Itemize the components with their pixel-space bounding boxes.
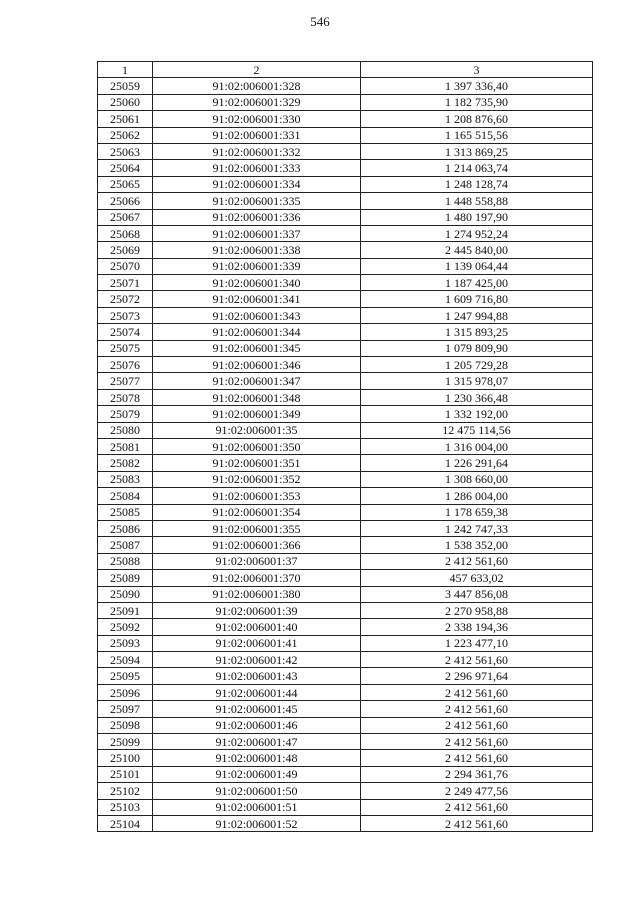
- table-row: [98, 471, 593, 487]
- table-row: [98, 815, 593, 831]
- value-cell: 2 412 561,60: [361, 750, 593, 766]
- cadastral-number-cell: 91:02:006001:45: [153, 701, 361, 717]
- row-number-cell: 25080: [98, 422, 153, 438]
- row-number-cell: 25097: [98, 701, 153, 717]
- value-cell: 2 338 194,36: [361, 619, 593, 635]
- value-cell: 2 412 561,60: [361, 684, 593, 700]
- table-row: [98, 570, 593, 586]
- value-cell: 1 332 192,00: [361, 406, 593, 422]
- cadastral-number-cell: 91:02:006001:336: [153, 209, 361, 225]
- value-cell: 1 286 004,00: [361, 488, 593, 504]
- value-cell: 1 182 735,90: [361, 94, 593, 110]
- cadastral-number-cell: 91:02:006001:46: [153, 717, 361, 733]
- cadastral-number-cell: 91:02:006001:50: [153, 783, 361, 799]
- table-row: [98, 537, 593, 553]
- cadastral-number-cell: 91:02:006001:366: [153, 537, 361, 553]
- value-cell: 2 412 561,60: [361, 701, 593, 717]
- value-cell: 1 397 336,40: [361, 78, 593, 94]
- cadastral-number-cell: 91:02:006001:380: [153, 586, 361, 602]
- row-number-cell: 25075: [98, 340, 153, 356]
- column-header-2: 2: [153, 62, 361, 78]
- cadastral-number-cell: 91:02:006001:329: [153, 94, 361, 110]
- row-number-cell: 25086: [98, 520, 153, 536]
- table-row: [98, 586, 593, 602]
- table-row: [98, 422, 593, 438]
- table-row: [98, 225, 593, 241]
- table-row: [98, 373, 593, 389]
- row-number-cell: 25096: [98, 684, 153, 700]
- column-header-1: 1: [98, 62, 153, 78]
- value-cell: 2 294 361,76: [361, 766, 593, 782]
- cadastral-number-cell: 91:02:006001:330: [153, 111, 361, 127]
- column-header-3: 3: [361, 62, 593, 78]
- value-cell: 2 249 477,56: [361, 783, 593, 799]
- row-number-cell: 25076: [98, 357, 153, 373]
- row-number-cell: 25059: [98, 78, 153, 94]
- cadastral-number-cell: 91:02:006001:352: [153, 471, 361, 487]
- value-cell: 2 270 958,88: [361, 602, 593, 618]
- cadastral-number-cell: 91:02:006001:39: [153, 602, 361, 618]
- cadastral-number-cell: 91:02:006001:347: [153, 373, 361, 389]
- cadastral-number-cell: 91:02:006001:328: [153, 78, 361, 94]
- value-cell: 1 079 809,90: [361, 340, 593, 356]
- table-row: [98, 258, 593, 274]
- value-cell: 1 274 952,24: [361, 225, 593, 241]
- row-number-cell: 25072: [98, 291, 153, 307]
- value-cell: 1 226 291,64: [361, 455, 593, 471]
- table-row: [98, 520, 593, 536]
- cadastral-number-cell: 91:02:006001:47: [153, 734, 361, 750]
- value-cell: 1 205 729,28: [361, 357, 593, 373]
- value-cell: 1 480 197,90: [361, 209, 593, 225]
- value-cell: 1 609 716,80: [361, 291, 593, 307]
- row-number-cell: 25082: [98, 455, 153, 471]
- table-row: [98, 701, 593, 717]
- table-row: [98, 160, 593, 176]
- value-cell: 1 214 063,74: [361, 160, 593, 176]
- table-row: [98, 668, 593, 684]
- cadastral-number-cell: 91:02:006001:338: [153, 242, 361, 258]
- table-body: [98, 78, 593, 832]
- table-row: [98, 291, 593, 307]
- table-row: [98, 111, 593, 127]
- cadastral-number-cell: 91:02:006001:349: [153, 406, 361, 422]
- value-cell: 1 178 659,38: [361, 504, 593, 520]
- cadastral-number-cell: 91:02:006001:354: [153, 504, 361, 520]
- value-cell: 2 412 561,60: [361, 553, 593, 569]
- cadastral-number-cell: 91:02:006001:334: [153, 176, 361, 192]
- table-row: [98, 717, 593, 733]
- value-cell: 1 538 352,00: [361, 537, 593, 553]
- value-cell: 1 308 660,00: [361, 471, 593, 487]
- cadastral-number-cell: 91:02:006001:331: [153, 127, 361, 143]
- cadastral-number-cell: 91:02:006001:35: [153, 422, 361, 438]
- value-cell: 2 412 561,60: [361, 652, 593, 668]
- row-number-cell: 25081: [98, 438, 153, 454]
- cadastral-number-cell: 91:02:006001:48: [153, 750, 361, 766]
- row-number-cell: 25079: [98, 406, 153, 422]
- row-number-cell: 25070: [98, 258, 153, 274]
- row-number-cell: 25091: [98, 602, 153, 618]
- cadastral-number-cell: 91:02:006001:41: [153, 635, 361, 651]
- value-cell: 2 412 561,60: [361, 815, 593, 831]
- table-row: [98, 389, 593, 405]
- value-cell: 2 412 561,60: [361, 717, 593, 733]
- value-cell: 1 230 366,48: [361, 389, 593, 405]
- value-cell: 1 248 128,74: [361, 176, 593, 192]
- cadastral-value-table: [97, 61, 593, 832]
- cadastral-number-cell: 91:02:006001:355: [153, 520, 361, 536]
- table-row: [98, 193, 593, 209]
- table-row: [98, 652, 593, 668]
- cadastral-number-cell: 91:02:006001:341: [153, 291, 361, 307]
- value-cell: 1 448 558,88: [361, 193, 593, 209]
- row-number-cell: 25098: [98, 717, 153, 733]
- table-row: [98, 127, 593, 143]
- row-number-cell: 25101: [98, 766, 153, 782]
- row-number-cell: 25077: [98, 373, 153, 389]
- value-cell: 1 242 747,33: [361, 520, 593, 536]
- row-number-cell: 25069: [98, 242, 153, 258]
- value-cell: 2 412 561,60: [361, 799, 593, 815]
- value-cell: 1 247 994,88: [361, 307, 593, 323]
- table-row: [98, 340, 593, 356]
- value-cell: 1 139 064,44: [361, 258, 593, 274]
- cadastral-number-cell: 91:02:006001:40: [153, 619, 361, 635]
- value-cell: 1 223 477,10: [361, 635, 593, 651]
- row-number-cell: 25103: [98, 799, 153, 815]
- cadastral-number-cell: 91:02:006001:370: [153, 570, 361, 586]
- row-number-cell: 25084: [98, 488, 153, 504]
- value-cell: 12 475 114,56: [361, 422, 593, 438]
- value-cell: 1 187 425,00: [361, 275, 593, 291]
- cadastral-number-cell: 91:02:006001:351: [153, 455, 361, 471]
- row-number-cell: 25095: [98, 668, 153, 684]
- table-row: [98, 143, 593, 159]
- table-row: [98, 488, 593, 504]
- cadastral-number-cell: 91:02:006001:337: [153, 225, 361, 241]
- row-number-cell: 25065: [98, 176, 153, 192]
- table-header-row: [98, 62, 593, 78]
- row-number-cell: 25088: [98, 553, 153, 569]
- table-row: [98, 766, 593, 782]
- table-row: [98, 357, 593, 373]
- table-row: [98, 275, 593, 291]
- row-number-cell: 25090: [98, 586, 153, 602]
- cadastral-number-cell: 91:02:006001:51: [153, 799, 361, 815]
- table-row: [98, 78, 593, 94]
- row-number-cell: 25085: [98, 504, 153, 520]
- value-cell: 3 447 856,08: [361, 586, 593, 602]
- table-row: [98, 438, 593, 454]
- cadastral-number-cell: 91:02:006001:348: [153, 389, 361, 405]
- row-number-cell: 25093: [98, 635, 153, 651]
- cadastral-number-cell: 91:02:006001:345: [153, 340, 361, 356]
- value-cell: 1 316 004,00: [361, 438, 593, 454]
- row-number-cell: 25100: [98, 750, 153, 766]
- row-number-cell: 25083: [98, 471, 153, 487]
- table-row: [98, 799, 593, 815]
- value-cell: 1 315 978,07: [361, 373, 593, 389]
- table-row: [98, 553, 593, 569]
- cadastral-number-cell: 91:02:006001:333: [153, 160, 361, 176]
- page-number: 546: [310, 14, 330, 29]
- row-number-cell: 25102: [98, 783, 153, 799]
- cadastral-number-cell: 91:02:006001:339: [153, 258, 361, 274]
- value-cell: 2 412 561,60: [361, 734, 593, 750]
- row-number-cell: 25063: [98, 143, 153, 159]
- table-row: [98, 307, 593, 323]
- row-number-cell: 25094: [98, 652, 153, 668]
- table-row: [98, 242, 593, 258]
- row-number-cell: 25089: [98, 570, 153, 586]
- row-number-cell: 25071: [98, 275, 153, 291]
- table-row: [98, 94, 593, 110]
- table-row: [98, 504, 593, 520]
- row-number-cell: 25073: [98, 307, 153, 323]
- cadastral-number-cell: 91:02:006001:353: [153, 488, 361, 504]
- cadastral-number-cell: 91:02:006001:346: [153, 357, 361, 373]
- cadastral-number-cell: 91:02:006001:52: [153, 815, 361, 831]
- cadastral-number-cell: 91:02:006001:42: [153, 652, 361, 668]
- table-row: [98, 783, 593, 799]
- row-number-cell: 25078: [98, 389, 153, 405]
- table-row: [98, 750, 593, 766]
- table-row: [98, 734, 593, 750]
- cadastral-number-cell: 91:02:006001:350: [153, 438, 361, 454]
- row-number-cell: 25060: [98, 94, 153, 110]
- table-row: [98, 176, 593, 192]
- cadastral-number-cell: 91:02:006001:44: [153, 684, 361, 700]
- value-cell: 2 445 840,00: [361, 242, 593, 258]
- row-number-cell: 25067: [98, 209, 153, 225]
- row-number-cell: 25068: [98, 225, 153, 241]
- cadastral-number-cell: 91:02:006001:49: [153, 766, 361, 782]
- row-number-cell: 25074: [98, 324, 153, 340]
- table-row: [98, 209, 593, 225]
- row-number-cell: 25064: [98, 160, 153, 176]
- table-row: [98, 406, 593, 422]
- table-row: [98, 619, 593, 635]
- cadastral-number-cell: 91:02:006001:340: [153, 275, 361, 291]
- cadastral-number-cell: 91:02:006001:344: [153, 324, 361, 340]
- row-number-cell: 25092: [98, 619, 153, 635]
- cadastral-number-cell: 91:02:006001:43: [153, 668, 361, 684]
- table-row: [98, 684, 593, 700]
- value-cell: 1 165 515,56: [361, 127, 593, 143]
- cadastral-number-cell: 91:02:006001:332: [153, 143, 361, 159]
- value-cell: 457 633,02: [361, 570, 593, 586]
- row-number-cell: 25062: [98, 127, 153, 143]
- cadastral-number-cell: 91:02:006001:335: [153, 193, 361, 209]
- table-row: [98, 324, 593, 340]
- value-cell: 2 296 971,64: [361, 668, 593, 684]
- value-cell: 1 208 876,60: [361, 111, 593, 127]
- value-cell: 1 315 893,25: [361, 324, 593, 340]
- row-number-cell: 25061: [98, 111, 153, 127]
- table-row: [98, 602, 593, 618]
- row-number-cell: 25087: [98, 537, 153, 553]
- row-number-cell: 25099: [98, 734, 153, 750]
- table-row: [98, 455, 593, 471]
- cadastral-number-cell: 91:02:006001:343: [153, 307, 361, 323]
- row-number-cell: 25066: [98, 193, 153, 209]
- table-row: [98, 635, 593, 651]
- value-cell: 1 313 869,25: [361, 143, 593, 159]
- cadastral-number-cell: 91:02:006001:37: [153, 553, 361, 569]
- row-number-cell: 25104: [98, 815, 153, 831]
